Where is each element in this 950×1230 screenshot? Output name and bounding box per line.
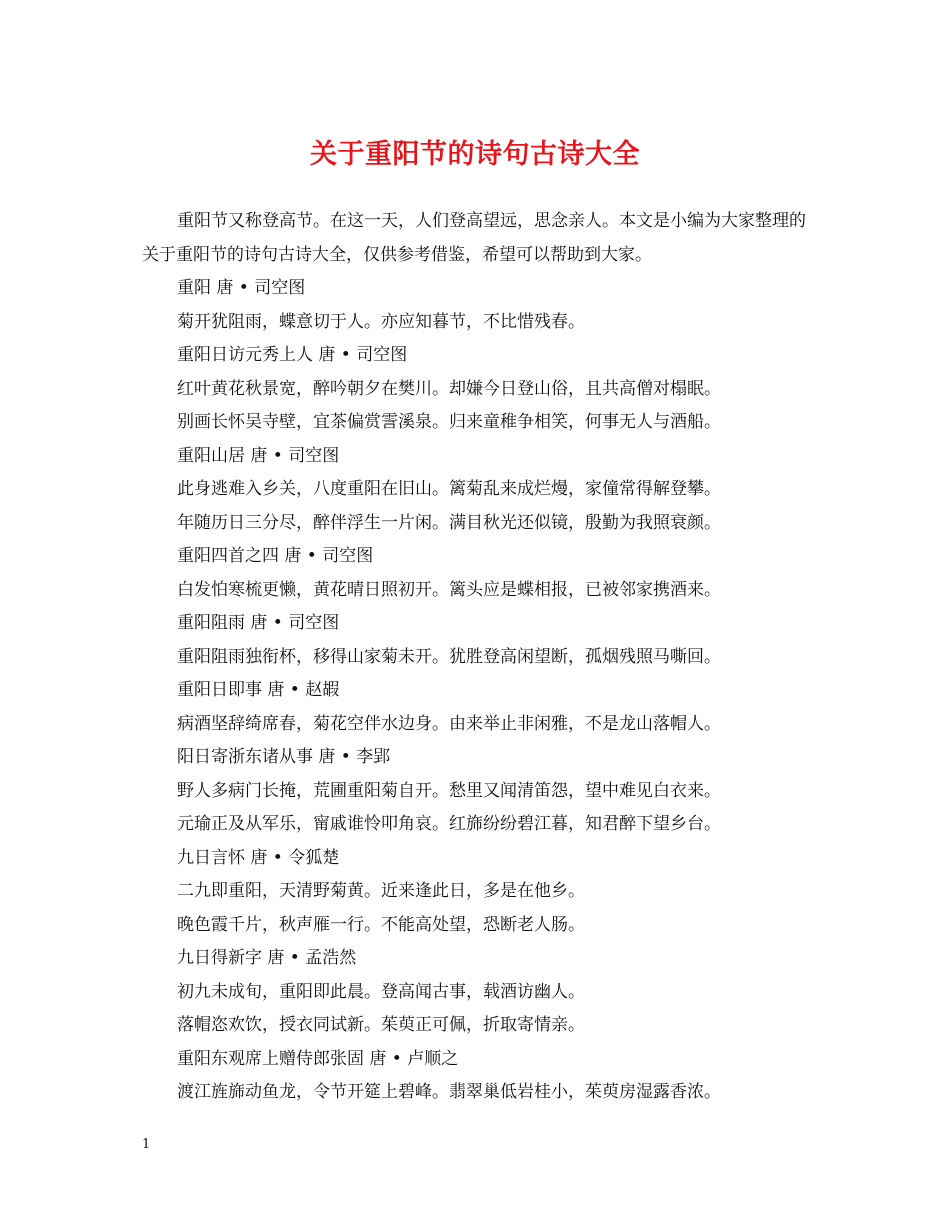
poem-verse: 菊开犹阻雨，蝶意切于人。亦应知暮节，不比惜残春。 <box>177 311 585 332</box>
poem-heading: 重阳 唐 • 司空图 <box>177 278 306 298</box>
poem-heading: 重阳日即事 唐 • 赵嘏 <box>177 680 340 700</box>
poem-verse: 重阳阻雨独衔杯，移得山家菊未开。犹胜登高闲望断，孤烟残照马嘶回。 <box>177 646 721 667</box>
poem-heading: 重阳山居 唐 • 司空图 <box>177 445 340 466</box>
poem-verse: 渡江旌旆动鱼龙，令节开筵上碧峰。翡翠巢低岩桂小，茱萸房湿露香浓。 <box>177 1082 721 1102</box>
poem-heading: 阳日寄浙东诸从事 唐 • 李郢 <box>177 747 391 767</box>
poem-verse: 病酒坚辞绮席春，菊花空伴水边身。由来举止非闲雅，不是龙山落帽人。 <box>177 713 721 734</box>
intro-paragraph: 重阳节又称登高节。在这一天，人们登高望远，思念亲人。本文是小编为大家整理的关于重阳节的诗句古诗大全，仅供参考借鉴，希望可以帮助到大家。 <box>142 211 806 265</box>
poem-verse: 年随历日三分尽，醉伴浮生一片闲。满目秋光还似镜，殷勤为我照衰颜。 <box>177 512 721 533</box>
poem-verse: 晚色霞千片，秋声雁一行。不能高处望，恐断老人肠。 <box>177 914 585 935</box>
poem-heading: 九日得新字 唐 • 孟浩然 <box>177 948 357 968</box>
poem-verse: 白发怕寒梳更懒，黄花晴日照初开。篱头应是蝶相报，已被邻家携酒来。 <box>177 579 721 600</box>
poem-verse: 初九未成旬，重阳即此晨。登高闻古事，载酒访幽人。 <box>177 981 585 1002</box>
poem-verse: 红叶黄花秋景宽，醉吟朝夕在樊川。却嫌今日登山俗，且共高僧对榻眠。 <box>177 378 721 399</box>
page-title: 关于重阳节的诗句古诗大全 <box>310 139 640 170</box>
poem-heading: 重阳四首之四 唐 • 司空图 <box>177 546 374 566</box>
poem-verse: 元瑜正及从军乐，甯戚谁怜叩角哀。红旆纷纷碧江暮，知君醉下望乡台。 <box>177 814 721 834</box>
poem-verse: 别画长怀吴寺壁，宜茶偏赏霅溪泉。归来童稚争相笑，何事无人与酒船。 <box>177 412 721 432</box>
poem-list <box>142 272 810 1110</box>
poem-verse: 落帽恣欢饮，授衣同试新。茱萸正可佩，折取寄情亲。 <box>177 1015 585 1035</box>
poem-verse: 此身逃难入乡关，八度重阳在旧山。篱菊乱来成烂熳，家僮常得解登攀。 <box>177 479 721 499</box>
document-body <box>142 205 810 1110</box>
poem-heading: 重阳东观席上赠侍郎张固 唐 • 卢顺之 <box>177 1048 459 1069</box>
poem-heading: 重阳阻雨 唐 • 司空图 <box>177 613 340 633</box>
poem-verse: 野人多病门长掩，荒圃重阳菊自开。愁里又闻清笛怨，望中难见白衣来。 <box>177 780 721 801</box>
poem-verse: 二九即重阳，天清野菊黄。近来逢此日，多是在他乡。 <box>177 881 585 901</box>
page-number: 1 <box>142 1137 151 1152</box>
poem-heading: 九日言怀 唐 • 令狐楚 <box>177 847 340 868</box>
poem-heading: 重阳日访元秀上人 唐 • 司空图 <box>177 345 408 365</box>
